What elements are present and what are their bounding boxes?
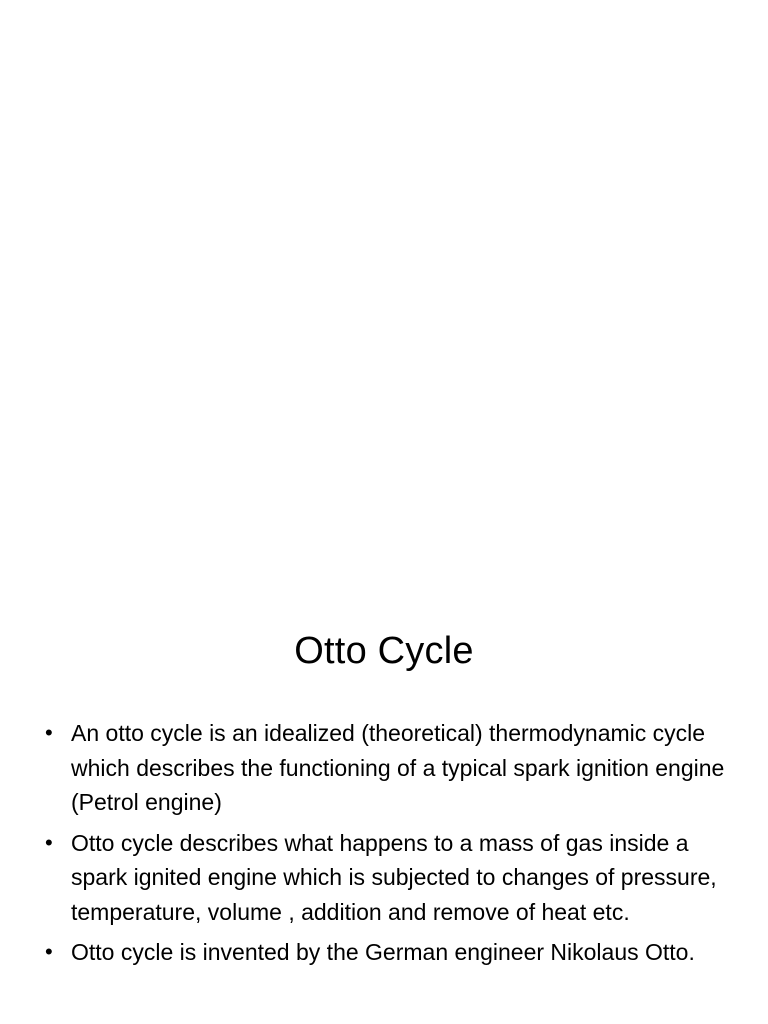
bullet-text: An otto cycle is an idealized (theoretical) thermodynamic cycle which describes the functioning of a typical spark ignition engine (Petrol engine) [71, 720, 725, 815]
bullet-item [0, 716, 768, 820]
bullet-item [0, 935, 768, 970]
bullet-point-icon: • [45, 720, 53, 745]
bullet-text: Otto cycle is invented by the German engineer Nikolaus Otto. [71, 939, 695, 965]
bullet-list [0, 716, 768, 976]
bullet-item [0, 826, 768, 930]
bullet-point-icon: • [45, 829, 53, 855]
bullet-point-icon: • [45, 939, 53, 964]
slide-title: Otto Cycle [294, 630, 474, 672]
bullet-text: Otto cycle describes what happens to a mass of gas inside a spark ignited engine which is subjected to changes of pressure, temperature, volume , addition and remove of heat etc. [71, 829, 717, 925]
